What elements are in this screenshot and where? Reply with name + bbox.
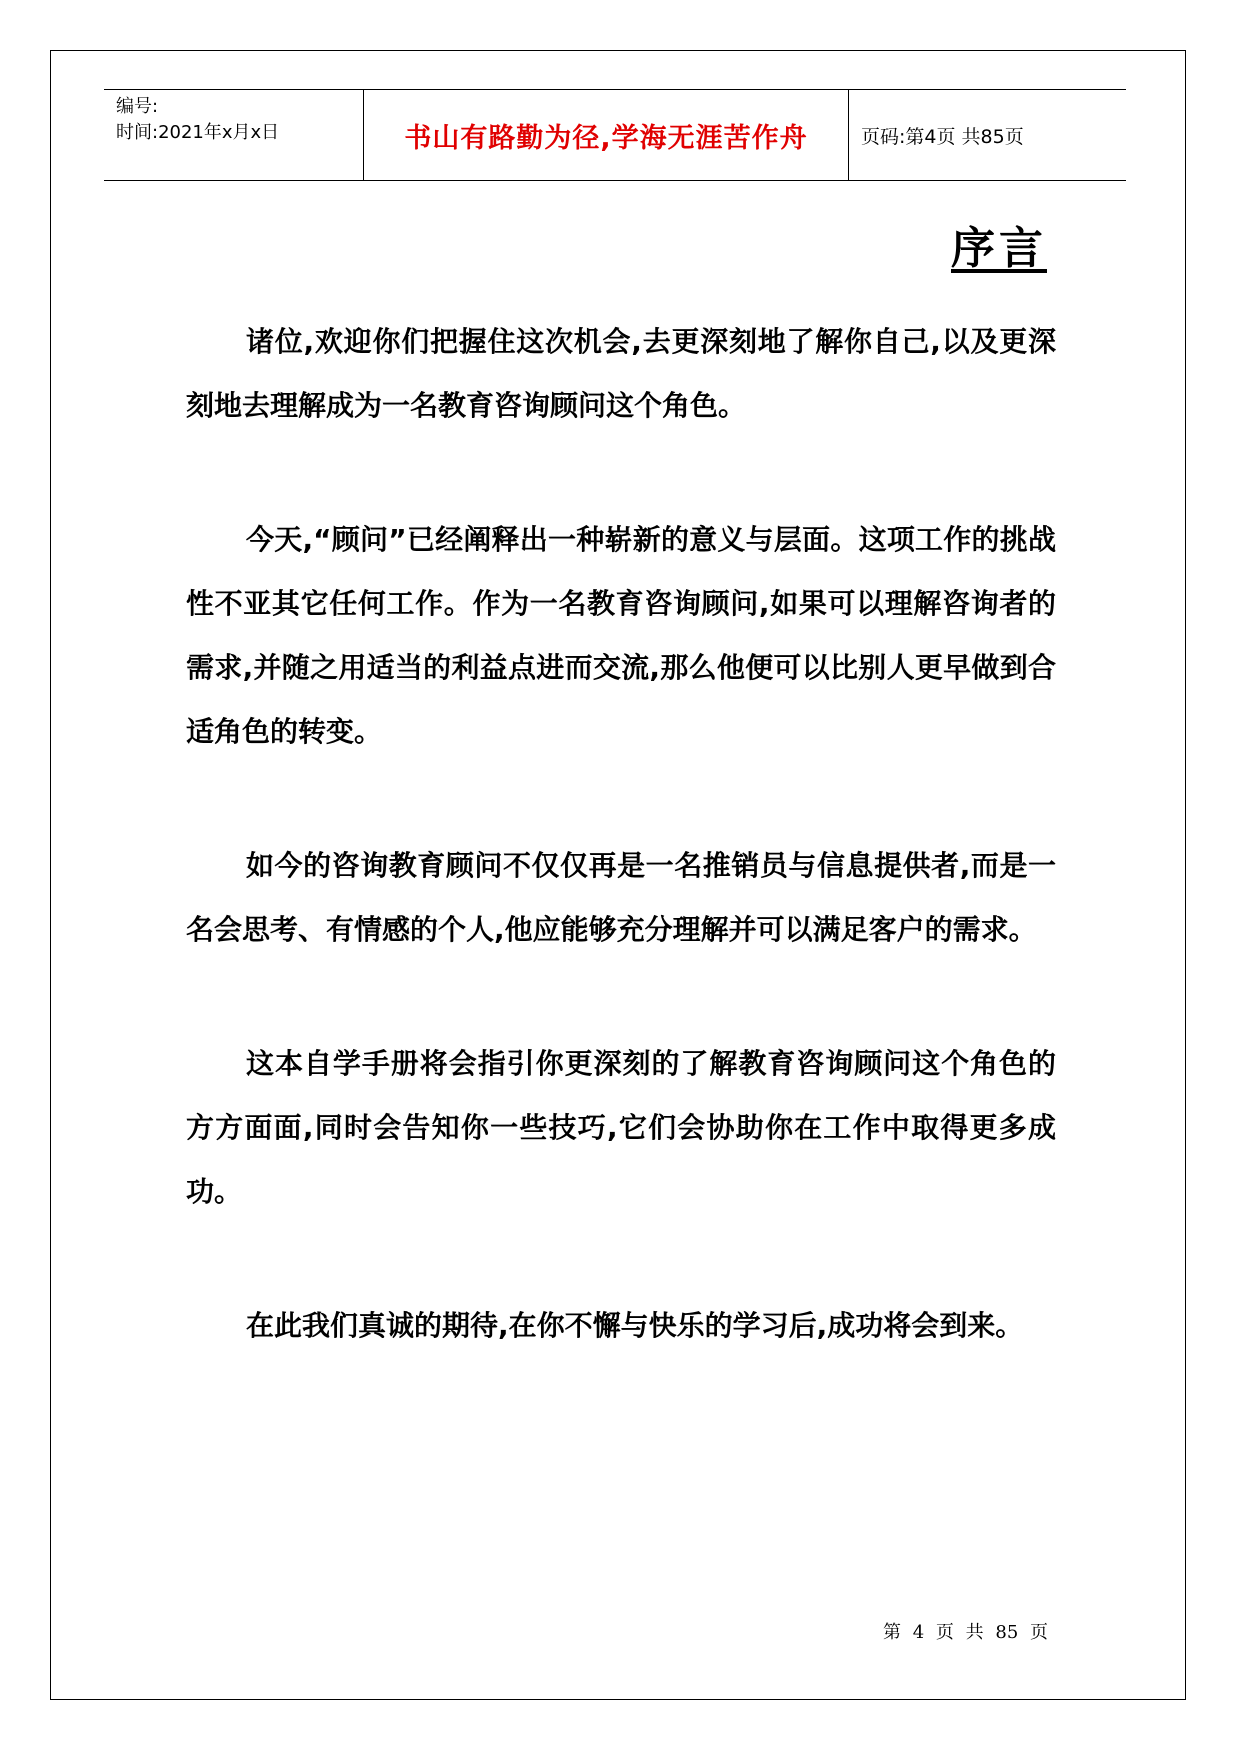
document-body [186, 310, 1056, 1428]
time-label: 时间:2021年x月x日 [116, 122, 280, 143]
paragraph-4: 这本自学手册将会指引你更深刻的了解教育咨询顾问这个角色的方方面面,同时会告知你一些技巧,它们会协助你在工作中取得更多成功。 [186, 1047, 1056, 1208]
paragraph-2: 今天,“顾问”已经阐释出一种崭新的意义与层面。这项工作的挑战性不亚其它任何工作。作为一名教育咨询顾问,如果可以理解咨询者的需求,并随之用适当的利益点进而交流,那么他便可以比别人更早做到合适角色的转变。 [186, 523, 1056, 748]
paragraph-1: 诸位,欢迎你们把握住这次机会,去更深刻地了解你自己,以及更深刻地去理解成为一名教育咨询顾问这个角色。 [186, 325, 1056, 422]
paragraph-3: 如今的咨询教育顾问不仅仅再是一名推销员与信息提供者,而是一名会思考、有情感的个人,他应能够充分理解并可以满足客户的需求。 [186, 849, 1056, 946]
header-meta [104, 90, 364, 180]
header-motto: 书山有路勤为径,学海无涯苦作舟 [364, 90, 849, 180]
header-page-number: 页码:第4页 共85页 [861, 125, 1024, 148]
paragraph-5: 在此我们真诚的期待,在你不懈与快乐的学习后,成功将会到来。 [246, 1309, 1024, 1342]
page-title: 序言 [951, 223, 1047, 274]
serial-number-label: 编号: [116, 96, 159, 117]
footer-page-number: 第 4 页 共 85 页 [883, 1622, 1048, 1643]
page-header [104, 89, 1126, 181]
